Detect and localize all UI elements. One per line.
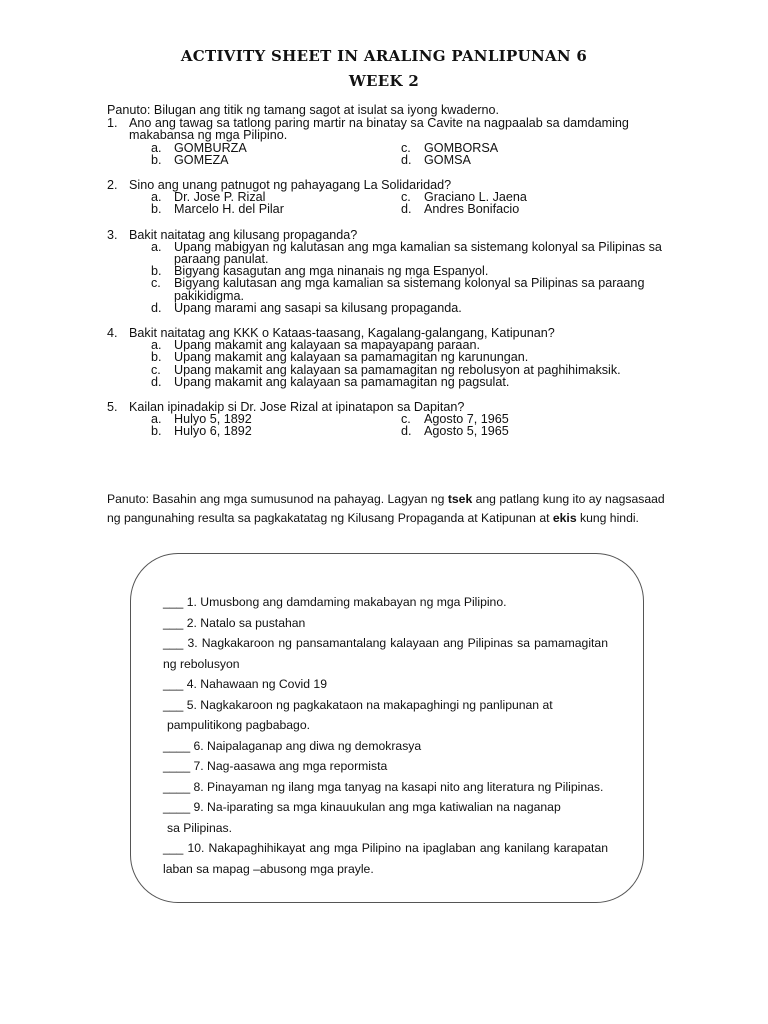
- answer-blank[interactable]: ___: [163, 595, 184, 609]
- option-text: GOMSA: [424, 152, 471, 167]
- option-text: Dr. Jose P. Rizal: [174, 190, 266, 205]
- option-text: GOMEZA: [174, 152, 229, 167]
- answer-option[interactable]: [151, 376, 667, 388]
- option-letter: b.: [151, 152, 162, 167]
- option-letter: d.: [401, 202, 412, 217]
- answer-option[interactable]: [401, 154, 601, 166]
- answer-blank[interactable]: ___: [163, 677, 184, 691]
- answer-blank[interactable]: ___: [163, 615, 184, 630]
- option-letter: b.: [151, 424, 162, 439]
- answer-blank[interactable]: ____: [163, 759, 191, 773]
- question-1: [107, 117, 667, 166]
- answer-blank[interactable]: ____: [163, 779, 191, 794]
- option-text: Upang marami ang sasapi sa kilusang propaganda.: [174, 300, 462, 315]
- answer-option[interactable]: [401, 142, 601, 154]
- statement-item: [163, 613, 608, 634]
- statement-item: [163, 756, 608, 777]
- answer-option[interactable]: [401, 425, 601, 437]
- question-text: Bakit naitatag ang kilusang propaganda?: [129, 227, 358, 242]
- option-letter: a.: [151, 412, 162, 427]
- option-text: Marcelo H. del Pilar: [174, 202, 284, 217]
- question-number: 5.: [107, 400, 118, 415]
- answer-option[interactable]: [151, 154, 401, 166]
- option-text: Upang mabigyan ng kalutasan ang mga kamalian sa sistemang kolonyal sa Pilipinas sa paraang panulat.: [174, 239, 662, 267]
- statement-text: 3. Nagkakaroon ng pansamantalang kalayaan ang Pilipinas sa pamamagitan ng rebolusyon: [163, 636, 608, 671]
- statement-text: 8. Pinayaman ng ilang mga tanyag na kasapi nito ang literatura ng Pilipinas.: [190, 779, 604, 794]
- statement-text: 1. Umusbong ang damdaming makabayan ng mga Pilipino.: [183, 595, 507, 609]
- statement-list: [163, 592, 608, 879]
- option-text: Upang makamit ang kalayaan sa pamamagitan ng pagsulat.: [174, 374, 510, 389]
- question-text: Kailan ipinadakip si Dr. Jose Rizal at ipinatapon sa Dapitan?: [129, 400, 465, 415]
- option-letter: a.: [151, 338, 162, 353]
- option-text: GOMBURZA: [174, 140, 247, 155]
- instruction-2-part-b: ang patlang kung ito ay nagsasaad ng pangunahing resulta sa pagkakatatag ng Kilusang Propaganda at Katipunan at: [107, 492, 665, 525]
- question-number: 4.: [107, 326, 118, 341]
- instruction-2-part-a: Panuto: Basahin ang mga sumusunod na pahayag. Lagyan ng: [107, 492, 448, 506]
- question-text: Ano ang tawag sa tatlong paring martir na binatay sa Cavite na nagpaalab sa damdaming makabansa ng mga Pilipino.: [129, 116, 629, 143]
- option-letter: d.: [401, 424, 412, 439]
- answer-option[interactable]: [151, 241, 667, 265]
- instruction-2: [107, 490, 667, 527]
- question-number: 1.: [107, 116, 118, 131]
- answer-blank[interactable]: ___: [163, 841, 184, 855]
- option-letter: d.: [151, 374, 162, 389]
- statement-item: [163, 674, 608, 695]
- instruction-1: Panuto: Bilugan ang titik ng tamang sagot at isulat sa iyong kwaderno.: [107, 103, 500, 117]
- statement-item: [163, 736, 608, 757]
- statement-item: [163, 633, 608, 674]
- statement-text: 4. Nahawaan ng Covid 19: [183, 677, 327, 691]
- statement-continuation: sa Pilipinas.: [167, 820, 233, 835]
- statement-item: [163, 695, 608, 736]
- option-text: Andres Bonifacio: [424, 202, 520, 217]
- option-text: Graciano L. Jaena: [424, 190, 527, 205]
- option-text: Hulyo 5, 1892: [174, 412, 252, 427]
- answer-option[interactable]: [151, 302, 667, 314]
- option-letter: b.: [151, 350, 162, 365]
- answer-option[interactable]: [151, 142, 401, 154]
- statement-text: 10. Nakapaghihikayat ang mga Pilipino na ipaglaban ang kanilang karapatan laban sa mapag –abusong mga prayle.: [163, 841, 608, 876]
- answer-option[interactable]: [151, 203, 401, 215]
- instruction-2-tsek: tsek: [447, 492, 473, 506]
- instruction-2-ekis: ekis: [552, 510, 577, 525]
- statement-text: 6. Naipalaganap ang diwa ng demokrasya: [190, 738, 422, 753]
- answer-blank[interactable]: ____: [163, 800, 191, 814]
- statement-continuation: pampulitikong pagbabago.: [167, 718, 310, 732]
- statement-item: [163, 777, 608, 798]
- option-text: Agosto 5, 1965: [424, 424, 509, 439]
- question-number: 2.: [107, 178, 118, 193]
- option-text: Upang makamit ang kalayaan sa mapayapang paraan.: [174, 338, 480, 353]
- option-text: Hulyo 6, 1892: [174, 424, 252, 439]
- question-number: 3.: [107, 227, 118, 242]
- question-3: [107, 229, 667, 314]
- option-text: Bigyang kasagutan ang mga ninanais ng mga Espanyol.: [174, 264, 489, 279]
- question-5: [107, 401, 667, 438]
- option-text: Upang makamit ang kalayaan sa pamamagitan ng rebolusyon at paghihimaksik.: [174, 362, 621, 377]
- statement-item: [163, 838, 608, 879]
- option-letter: c.: [401, 140, 411, 155]
- answer-option[interactable]: [151, 277, 667, 301]
- statement-text: 9. Na-iparating sa mga kinauukulan ang mga katiwalian na naganap: [190, 800, 561, 814]
- question-list: [107, 117, 667, 437]
- answer-blank[interactable]: ___: [163, 697, 184, 712]
- instruction-2-part-c: kung hindi.: [576, 510, 639, 525]
- answer-option[interactable]: [151, 425, 401, 437]
- option-text: Bigyang kalutasan ang mga kamalian sa sistemang kolonyal sa Pilipinas sa paraang pakikidigma.: [174, 276, 645, 303]
- option-letter: b.: [151, 264, 162, 279]
- answer-blank[interactable]: ___: [163, 636, 184, 650]
- option-letter: c.: [401, 412, 411, 427]
- option-text: GOMBORSA: [424, 140, 499, 155]
- question-text: Bakit naitatag ang KKK o Kataas-taasang, Kagalang-galangang, Katipunan?: [129, 326, 555, 341]
- week-label: WEEK 2: [348, 72, 420, 90]
- question-2: [107, 179, 667, 216]
- answer-option[interactable]: [401, 203, 601, 215]
- statement-text: 5. Nagkakaroon ng pagkakataon na makapaghingi ng panlipunan at: [183, 697, 553, 712]
- statement-item: [163, 797, 608, 838]
- option-letter: a.: [151, 239, 162, 254]
- option-letter: b.: [151, 202, 162, 217]
- statement-item: [163, 592, 608, 613]
- option-letter: c.: [401, 190, 411, 205]
- option-letter: a.: [151, 190, 162, 205]
- option-letter: d.: [151, 300, 162, 315]
- statement-text: 2. Natalo sa pustahan: [183, 615, 306, 630]
- option-letter: c.: [151, 276, 161, 291]
- option-letter: c.: [151, 362, 161, 377]
- multiple-choice-section: [107, 104, 667, 451]
- answer-blank[interactable]: ____: [163, 738, 191, 753]
- option-text: Agosto 7, 1965: [424, 412, 509, 427]
- statement-text: 7. Nag-aasawa ang mga repormista: [190, 759, 388, 773]
- sheet-title: ACTIVITY SHEET IN ARALING PANLIPUNAN 6: [180, 47, 588, 65]
- option-letter: d.: [401, 152, 412, 167]
- question-4: [107, 327, 667, 388]
- option-letter: a.: [151, 140, 162, 155]
- question-text: Sino ang unang patnugot ng pahayagang La Solidaridad?: [129, 178, 452, 193]
- answer-option[interactable]: [151, 351, 667, 363]
- option-text: Upang makamit ang kalayaan sa pamamagitan ng karunungan.: [174, 350, 529, 365]
